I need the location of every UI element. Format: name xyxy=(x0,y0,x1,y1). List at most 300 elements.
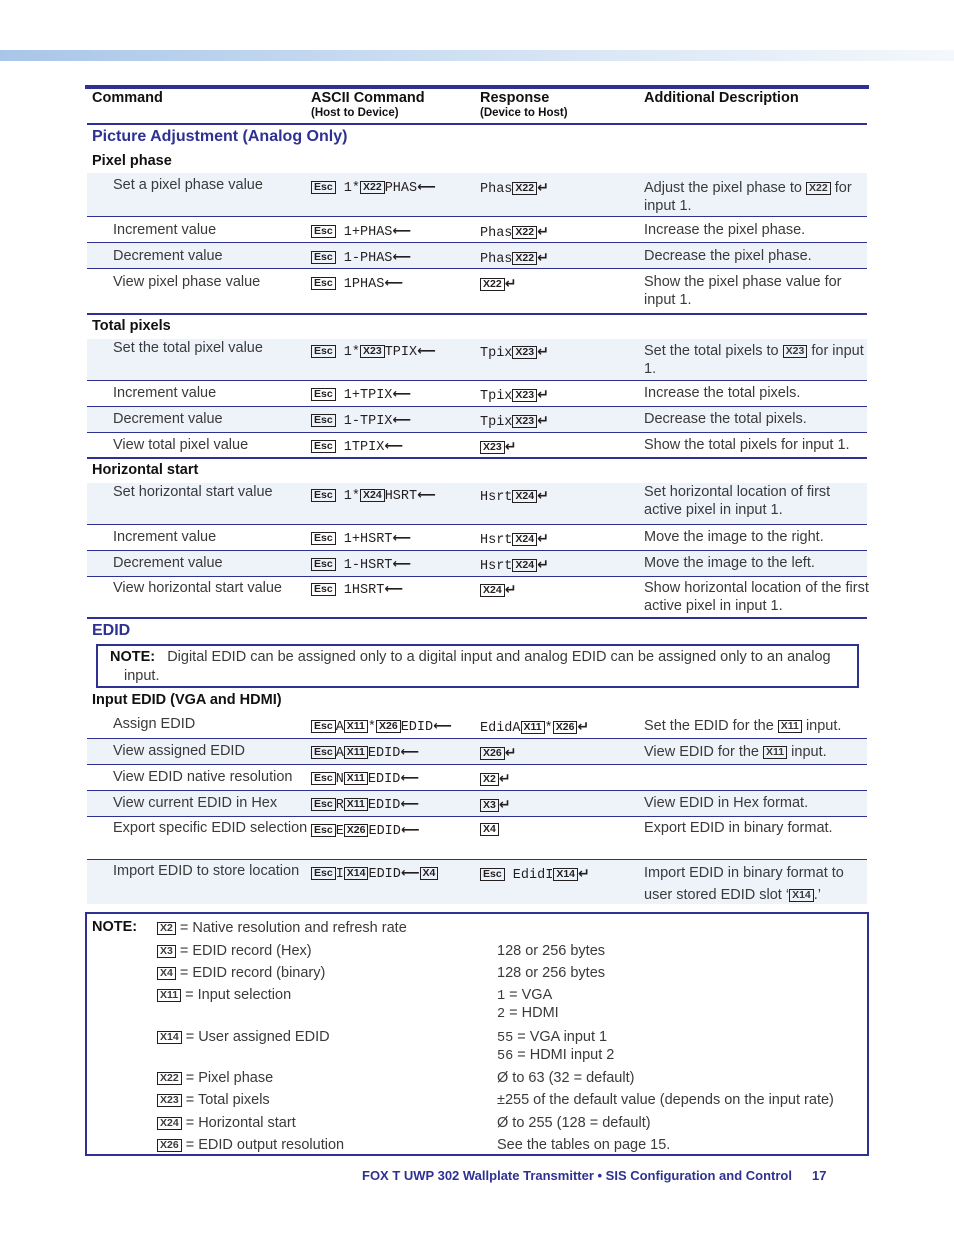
variable-token: X24 xyxy=(157,1117,182,1130)
variable-token: X11 xyxy=(521,721,545,734)
description: View EDID in Hex format. xyxy=(644,795,809,811)
command-name: Import EDID to store location xyxy=(113,863,300,879)
variable-token: X3 xyxy=(157,945,176,958)
table-row xyxy=(87,433,867,459)
note-label: NOTE: xyxy=(110,649,156,665)
ascii-command xyxy=(311,556,411,575)
section-edid xyxy=(87,619,867,643)
value-text: = VGA xyxy=(505,987,553,1003)
response xyxy=(480,412,549,432)
description-text: for input 1. xyxy=(644,343,864,377)
description-text: Adjust the pixel phase to xyxy=(644,180,802,196)
carriage-return-arrow-icon: ⟵ xyxy=(392,387,412,402)
description: Show the total pixels for input 1. xyxy=(644,437,850,453)
header-response-label: Response xyxy=(480,90,550,106)
note-item-x14 xyxy=(157,1027,330,1048)
response xyxy=(480,744,516,764)
carriage-return-arrow-icon: ⟵ xyxy=(392,224,412,239)
ascii-command xyxy=(311,865,438,884)
description: Show horizontal location of the first active pixel in input 1. xyxy=(644,580,869,614)
response-text: EdidA xyxy=(480,721,521,736)
ascii-command xyxy=(311,822,420,841)
table-row xyxy=(87,765,867,791)
variable-token: X26 xyxy=(553,721,578,734)
value-text: = HDMI input 2 xyxy=(513,1047,615,1063)
table-row xyxy=(87,339,867,381)
note-item-label: = EDID output resolution xyxy=(185,1137,345,1153)
description xyxy=(644,743,869,761)
return-icon: ↵ xyxy=(577,719,590,735)
response-text: Phas xyxy=(480,252,513,267)
note-item-label: = EDID record (binary) xyxy=(179,965,326,981)
subheading-pixel-phase: Pixel phase xyxy=(92,153,172,169)
variable-token: X26 xyxy=(344,824,369,837)
response xyxy=(480,822,499,840)
response xyxy=(480,249,549,269)
carriage-return-arrow-icon: ⟵ xyxy=(417,180,436,195)
subheading-input-edid: Input EDID (VGA and HDMI) xyxy=(92,692,282,708)
ascii-text: 1PHAS xyxy=(343,277,385,292)
carriage-return-arrow-icon: ⟵ xyxy=(400,797,419,812)
variable-token: X23 xyxy=(512,346,537,359)
variable-token: X26 xyxy=(157,1139,182,1152)
return-icon: ↵ xyxy=(498,771,511,787)
return-icon: ↵ xyxy=(537,488,549,504)
return-icon: ↵ xyxy=(504,745,517,761)
variable-token: X4 xyxy=(480,823,499,836)
esc-key-token: Esc xyxy=(311,867,336,880)
note-label: NOTE: xyxy=(92,919,138,935)
ascii-text: 1+TPIX xyxy=(343,388,393,403)
table-row xyxy=(87,173,867,217)
header-ascii-sub: (Host to Device) xyxy=(311,107,399,119)
ascii-text: EDID xyxy=(367,746,401,761)
ascii-command xyxy=(311,530,411,549)
response-text: EdidI xyxy=(512,868,554,883)
ascii-command xyxy=(311,770,419,789)
response xyxy=(480,770,511,790)
return-icon: ↵ xyxy=(537,531,549,547)
variable-token: X4 xyxy=(420,867,439,880)
ascii-command xyxy=(311,386,411,405)
esc-key-token: Esc xyxy=(311,345,336,358)
note-item-x3 xyxy=(157,941,312,962)
ascii-text: EDID xyxy=(367,772,401,787)
table-row xyxy=(87,483,867,525)
table-row xyxy=(87,381,867,407)
note-item-x23 xyxy=(157,1090,270,1111)
return-icon: ↵ xyxy=(537,557,549,573)
note-item-label: = Horizontal start xyxy=(185,1115,296,1131)
command-name: View horizontal start value xyxy=(113,580,282,596)
variable-token: X26 xyxy=(376,720,401,733)
ascii-command xyxy=(311,718,452,737)
ascii-command xyxy=(311,581,403,600)
command-name: Increment value xyxy=(113,385,217,401)
note-item-value xyxy=(497,1003,559,1025)
esc-key-token: Esc xyxy=(311,720,336,733)
carriage-return-arrow-icon: ⟵ xyxy=(384,276,403,291)
response-text: Tpix xyxy=(480,415,513,430)
variable-token: X22 xyxy=(360,181,385,194)
variable-token: X22 xyxy=(512,226,537,239)
note-item-label: = Pixel phase xyxy=(185,1070,274,1086)
description-text: .’ xyxy=(813,887,821,903)
return-icon: ↵ xyxy=(537,224,549,240)
carriage-return-arrow-icon: ⟵ xyxy=(384,582,403,597)
variable-token: X24 xyxy=(480,584,505,597)
subheading-row xyxy=(87,459,867,483)
ascii-command xyxy=(311,179,436,198)
response-text: Hsrt xyxy=(480,559,513,574)
section-title-edid: EDID xyxy=(92,622,131,639)
variable-token: X2 xyxy=(157,922,176,935)
variable-token: X22 xyxy=(480,278,505,291)
command-name: Increment value xyxy=(113,529,217,545)
ascii-text: 1* xyxy=(343,181,360,196)
variable-token: X23 xyxy=(360,345,385,358)
response-text: Phas xyxy=(480,182,513,197)
table-row xyxy=(87,577,867,619)
esc-key-token: Esc xyxy=(311,532,336,545)
command-name: View total pixel value xyxy=(113,437,249,453)
description: Move the image to the left. xyxy=(644,555,815,571)
response xyxy=(480,556,549,576)
table-row xyxy=(87,525,867,551)
esc-key-token: Esc xyxy=(480,868,505,881)
ascii-text: PHAS xyxy=(384,181,418,196)
esc-key-token: Esc xyxy=(311,772,336,785)
section-title-picture: Picture Adjustment (Analog Only) xyxy=(92,128,348,145)
variable-token: X23 xyxy=(512,415,537,428)
page-footer xyxy=(362,1168,826,1183)
note-item-value: See the tables on page 15. xyxy=(497,1137,671,1153)
variable-token: X23 xyxy=(157,1094,182,1107)
description: Show the pixel phase value for input 1. xyxy=(644,274,842,308)
response xyxy=(480,718,589,738)
description: Decrease the pixel phase. xyxy=(644,248,812,264)
ascii-text: A xyxy=(335,746,344,761)
return-icon: ↵ xyxy=(537,344,549,360)
variable-token: X22 xyxy=(157,1072,182,1085)
variable-token: X23 xyxy=(480,441,505,454)
description xyxy=(644,862,869,906)
note-item-label: = EDID record (Hex) xyxy=(179,943,312,959)
table-row xyxy=(87,407,867,433)
description-text: for input 1. xyxy=(644,180,852,214)
ascii-command xyxy=(311,796,419,815)
note-item-value: Ø to 63 (32 = default) xyxy=(497,1070,635,1086)
carriage-return-arrow-icon: ⟵ xyxy=(417,344,436,359)
table-row xyxy=(87,217,867,243)
header-gradient-bar xyxy=(0,50,954,61)
command-name: Increment value xyxy=(113,222,217,238)
variable-token: X22 xyxy=(512,252,537,265)
variable-token: X11 xyxy=(344,746,368,759)
variable-token: X14 xyxy=(157,1031,182,1044)
variable-token: X22 xyxy=(806,182,831,195)
variable-token: X3 xyxy=(480,799,499,812)
variable-token: X11 xyxy=(157,989,181,1002)
response-text: Phas xyxy=(480,226,513,241)
carriage-return-arrow-icon: ⟵ xyxy=(392,413,412,428)
header-response-sub: (Device to Host) xyxy=(480,107,568,119)
ascii-text: EDID xyxy=(400,720,434,735)
ascii-command xyxy=(311,223,411,242)
ascii-text: E xyxy=(335,824,344,839)
esc-key-token: Esc xyxy=(311,251,336,264)
table-row xyxy=(87,739,867,765)
variable-token: X11 xyxy=(344,798,368,811)
variables-note-box xyxy=(85,912,869,1156)
carriage-return-arrow-icon: ⟵ xyxy=(400,771,419,786)
header-ascii xyxy=(311,90,425,120)
response-text: Tpix xyxy=(480,389,513,404)
response xyxy=(480,581,516,601)
command-name: View assigned EDID xyxy=(113,743,245,759)
response-text: Hsrt xyxy=(480,490,513,505)
table-row xyxy=(87,860,867,904)
ascii-text: * xyxy=(367,720,377,735)
description-text: Import EDID in binary format to user stored EDID slot ‘ xyxy=(644,865,844,903)
carriage-return-arrow-icon: ⟵ xyxy=(417,488,436,503)
response-text: Hsrt xyxy=(480,533,513,548)
command-name: View pixel phase value xyxy=(113,274,261,290)
description: Increase the total pixels. xyxy=(644,385,801,401)
variable-token: X11 xyxy=(344,772,368,785)
carriage-return-arrow-icon: ⟵ xyxy=(400,866,420,881)
ascii-text: TPIX xyxy=(384,345,418,360)
ascii-text: EDID xyxy=(367,798,401,813)
description xyxy=(644,342,869,378)
command-name: Set horizontal start value xyxy=(113,484,273,500)
esc-key-token: Esc xyxy=(311,746,336,759)
header-command: Command xyxy=(92,90,163,106)
response xyxy=(480,865,590,885)
variable-token: X11 xyxy=(344,720,368,733)
esc-key-token: Esc xyxy=(311,414,336,427)
note-item-value: 128 or 256 bytes xyxy=(497,943,606,959)
command-name: Decrement value xyxy=(113,411,223,427)
description: Decrease the total pixels. xyxy=(644,411,807,427)
note-item-x11 xyxy=(157,985,291,1006)
ascii-command xyxy=(311,343,436,362)
response xyxy=(480,275,516,295)
carriage-return-arrow-icon: ⟵ xyxy=(392,531,412,546)
variable-token: X23 xyxy=(512,389,537,402)
value-code: 1 xyxy=(497,989,506,1004)
esc-key-token: Esc xyxy=(311,181,336,194)
value-text: = HDMI xyxy=(505,1005,559,1021)
response xyxy=(480,530,549,550)
ascii-text: 1HSRT xyxy=(343,583,385,598)
esc-key-token: Esc xyxy=(311,583,336,596)
response xyxy=(480,438,516,458)
esc-key-token: Esc xyxy=(311,558,336,571)
variable-token: X2 xyxy=(480,773,499,786)
ascii-text: R xyxy=(335,798,344,813)
esc-key-token: Esc xyxy=(311,440,336,453)
description: Set horizontal location of first active pixel in input 1. xyxy=(644,484,831,518)
value-code: 2 xyxy=(497,1007,506,1022)
description-text: input. xyxy=(805,718,842,734)
table-row xyxy=(87,713,867,739)
command-name: View current EDID in Hex xyxy=(113,795,278,811)
page-number: 17 xyxy=(811,1168,827,1183)
response xyxy=(480,179,549,199)
note-item-label: = Native resolution and refresh rate xyxy=(179,920,407,936)
ascii-text: 1TPIX xyxy=(343,440,385,455)
variable-token: X11 xyxy=(763,746,787,759)
subheading-row xyxy=(87,691,867,713)
ascii-text: 1* xyxy=(343,489,360,504)
variable-token: X11 xyxy=(778,720,802,733)
ascii-text: 1-HSRT xyxy=(343,558,393,573)
return-icon: ↵ xyxy=(537,413,549,429)
ascii-text: EDID xyxy=(368,824,401,839)
header-description: Additional Description xyxy=(644,90,799,106)
ascii-command xyxy=(311,412,411,431)
esc-key-token: Esc xyxy=(311,225,336,238)
table-row xyxy=(87,243,867,269)
variable-token: X24 xyxy=(512,559,537,572)
response xyxy=(480,796,511,816)
table-header-row xyxy=(87,87,867,125)
subheading-total-pixels: Total pixels xyxy=(92,318,171,334)
ascii-text: 1-TPIX xyxy=(343,414,393,429)
response xyxy=(480,343,549,363)
return-icon: ↵ xyxy=(537,180,549,196)
response xyxy=(480,487,549,507)
ascii-text: 1-PHAS xyxy=(343,251,393,266)
esc-key-token: Esc xyxy=(311,798,336,811)
variable-token: X24 xyxy=(512,533,537,546)
note-item-value: 128 or 256 bytes xyxy=(497,965,606,981)
carriage-return-arrow-icon: ⟵ xyxy=(392,250,412,265)
response-text: * xyxy=(544,721,553,736)
command-name: Set a pixel phase value xyxy=(113,177,263,193)
description-text: Set the total pixels to xyxy=(644,343,779,359)
variable-token: X24 xyxy=(512,490,537,503)
ascii-text: A xyxy=(335,720,344,735)
response-text: Tpix xyxy=(480,346,513,361)
subheading-horizontal-start: Horizontal start xyxy=(92,462,199,478)
response xyxy=(480,386,549,406)
description: Export EDID in binary format. xyxy=(644,820,833,836)
return-icon: ↵ xyxy=(578,866,590,882)
description: Increase the pixel phase. xyxy=(644,222,806,238)
subheading-row xyxy=(87,315,867,339)
return-icon: ↵ xyxy=(537,250,549,266)
command-name: Decrement value xyxy=(113,555,223,571)
description xyxy=(644,179,869,215)
note-item-x26 xyxy=(157,1135,344,1156)
value-text: = VGA input 1 xyxy=(513,1029,608,1045)
ascii-text: N xyxy=(335,772,344,787)
table-row xyxy=(87,551,867,577)
ascii-text: I xyxy=(335,867,344,882)
carriage-return-arrow-icon: ⟵ xyxy=(384,439,403,454)
variable-token: X14 xyxy=(789,889,814,902)
note-item-x2 xyxy=(157,918,407,939)
description: Move the image to the right. xyxy=(644,529,824,545)
note-text: Digital EDID can be assigned only to a digital input and analog EDID can be assigned only to an analog input. xyxy=(124,649,831,684)
ascii-text: 1+PHAS xyxy=(343,225,393,240)
note-item-x22 xyxy=(157,1068,273,1089)
description-text: input. xyxy=(791,744,827,760)
ascii-command xyxy=(311,744,419,763)
ascii-text: 1* xyxy=(343,345,360,360)
return-icon: ↵ xyxy=(504,582,517,598)
value-code: 56 xyxy=(497,1049,514,1064)
return-icon: ↵ xyxy=(504,276,517,292)
esc-key-token: Esc xyxy=(311,489,336,502)
carriage-return-arrow-icon: ⟵ xyxy=(400,823,420,838)
table-row xyxy=(87,791,867,817)
return-icon: ↵ xyxy=(504,439,517,455)
esc-key-token: Esc xyxy=(311,388,336,401)
note-item-label: = Input selection xyxy=(185,987,292,1003)
header-ascii-label: ASCII Command xyxy=(311,90,425,106)
command-name: Decrement value xyxy=(113,248,223,264)
response xyxy=(480,223,549,243)
note-item-label: = Total pixels xyxy=(185,1092,270,1108)
return-icon: ↵ xyxy=(537,387,549,403)
table-row xyxy=(87,269,867,315)
note-item-label: = User assigned EDID xyxy=(185,1029,330,1045)
header-response xyxy=(480,90,568,120)
footer-title: FOX T UWP 302 Wallplate Transmitter • SIS Configuration and Control xyxy=(362,1168,792,1183)
description xyxy=(644,717,869,735)
variable-token: X26 xyxy=(480,747,505,760)
description-text: View EDID for the xyxy=(644,744,759,760)
esc-key-token: Esc xyxy=(311,277,336,290)
command-name: Set the total pixel value xyxy=(113,340,263,356)
ascii-text: EDID xyxy=(368,867,401,882)
section-picture-adjustment xyxy=(87,125,867,173)
carriage-return-arrow-icon: ⟵ xyxy=(400,745,419,760)
ascii-text: 1+HSRT xyxy=(343,532,393,547)
ascii-command xyxy=(311,275,403,294)
sis-command-table xyxy=(85,85,869,903)
note-item-x4 xyxy=(157,963,325,984)
command-name: Assign EDID xyxy=(113,716,196,732)
note-item-value xyxy=(497,1045,614,1067)
description-text: Set the EDID for the xyxy=(644,718,774,734)
command-name: View EDID native resolution xyxy=(113,769,293,785)
variable-token: X14 xyxy=(344,867,369,880)
value-code: 55 xyxy=(497,1031,514,1046)
note-item-x24 xyxy=(157,1113,296,1134)
ascii-text: HSRT xyxy=(384,489,418,504)
variable-token: X23 xyxy=(783,345,808,358)
carriage-return-arrow-icon: ⟵ xyxy=(392,557,412,572)
variable-token: X14 xyxy=(553,868,578,881)
variable-token: X24 xyxy=(360,489,385,502)
command-name: Export specific EDID selection xyxy=(113,820,308,836)
return-icon: ↵ xyxy=(498,797,511,813)
table-row xyxy=(87,817,867,860)
note-item-value: Ø to 255 (128 = default) xyxy=(497,1115,651,1131)
edid-note xyxy=(96,644,859,688)
note-item-value: ±255 of the default value (depends on the input rate) xyxy=(497,1092,834,1108)
ascii-command xyxy=(311,487,436,506)
variable-token: X4 xyxy=(157,967,176,980)
esc-key-token: Esc xyxy=(311,824,336,837)
carriage-return-arrow-icon: ⟵ xyxy=(433,719,452,734)
ascii-command xyxy=(311,249,411,268)
variable-token: X22 xyxy=(512,182,537,195)
